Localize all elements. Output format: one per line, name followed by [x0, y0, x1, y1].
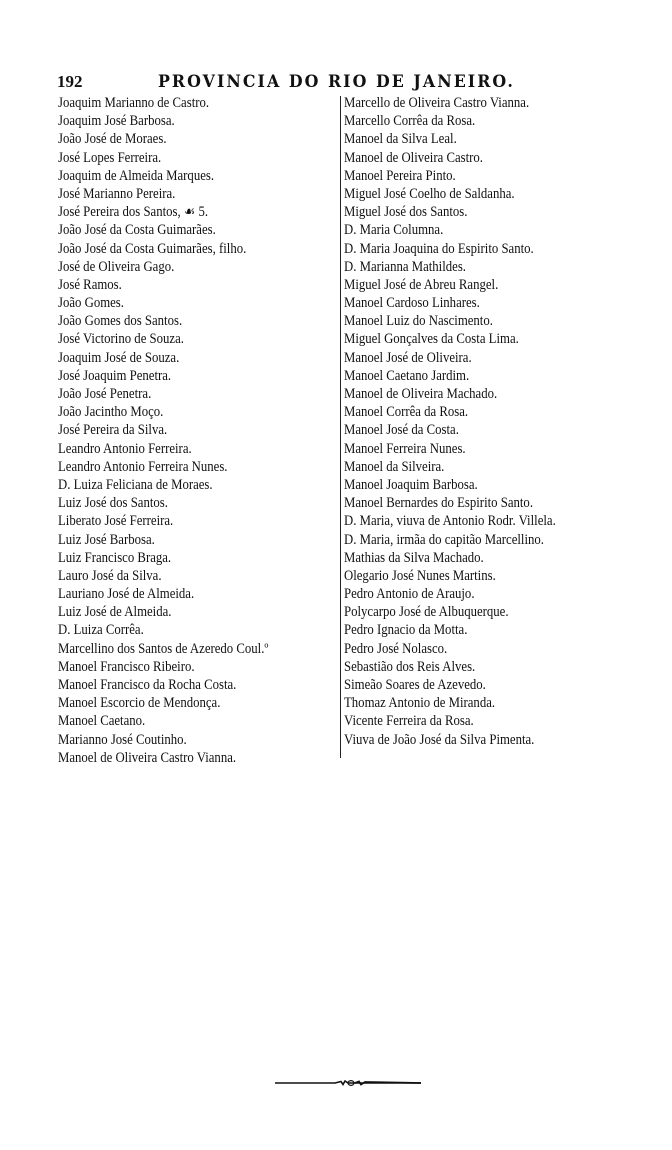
name-entry: Miguel José de Abreu Rangel.: [344, 276, 499, 293]
name-entry: José Lopes Ferreira.: [58, 149, 162, 166]
name-entry: Lauro José da Silva.: [58, 567, 162, 584]
name-entry: João José Penetra.: [58, 386, 152, 402]
name-entry: Manoel da Silveira.: [344, 458, 445, 475]
name-entry: Polycarpo José de Albuquerque.: [344, 604, 509, 621]
name-entry: Thomaz Antonio de Miranda.: [344, 695, 496, 712]
name-entry: Manoel José de Oliveira.: [344, 349, 472, 366]
name-entry: Manoel de Oliveira Castro Vianna.: [58, 749, 237, 766]
name-entry: Manoel da Silva Leal.: [344, 131, 457, 148]
name-entry: Olegario José Nunes Martins.: [344, 567, 496, 584]
name-entry: Manoel Corrêa da Rosa.: [344, 404, 469, 421]
name-entry: Leandro Antonio Ferreira Nunes.: [58, 458, 228, 475]
name-entry: Vicente Ferreira da Rosa.: [344, 713, 474, 730]
ornamental-rule: [275, 1079, 421, 1087]
name-entry: Joaquim de Almeida Marques.: [58, 167, 215, 184]
name-entry: Marcellino dos Santos de Azeredo Coul.º: [58, 640, 269, 657]
name-entry: Manoel de Oliveira Machado.: [344, 386, 498, 402]
name-entry: Luiz Francisco Braga.: [58, 549, 172, 566]
right-name-list: [344, 94, 672, 749]
name-entry: Manoel Ferreira Nunes.: [344, 440, 466, 457]
name-entry: Manoel Cardoso Linhares.: [344, 295, 480, 312]
name-entry: José Ramos.: [58, 276, 122, 293]
name-entry: João José de Moraes.: [58, 131, 167, 148]
name-entry: Manoel de Oliveira Castro.: [344, 149, 484, 166]
name-entry: Viuva de João José da Silva Pimenta.: [344, 731, 535, 748]
name-entry: Manoel Caetano Jardim.: [344, 367, 470, 384]
name-entry: D. Maria Joaquina do Espirito Santo.: [344, 240, 534, 257]
name-entry: Manoel Francisco da Rocha Costa.: [58, 677, 237, 693]
name-entry: Sebastião dos Reis Alves.: [344, 658, 476, 675]
name-entry: Marcello de Oliveira Castro Vianna.: [344, 95, 530, 111]
name-entry: Luiz José de Almeida.: [58, 604, 172, 621]
name-entry: José Victorino de Souza.: [58, 331, 184, 348]
name-entry: D. Maria Columna.: [344, 222, 444, 239]
name-entry: Lauriano José de Almeida.: [58, 586, 195, 603]
name-entry: João José da Costa Guimarães.: [58, 222, 216, 239]
name-entry: Manoel José da Costa.: [344, 422, 459, 439]
name-entry: Manoel Luiz do Nascimento.: [344, 313, 493, 330]
name-entry: Joaquim José de Souza.: [58, 349, 180, 366]
name-entry: Manoel Pereira Pinto.: [344, 167, 456, 184]
name-entry: Luiz José Barbosa.: [58, 531, 155, 548]
name-entry: Mathias da Silva Machado.: [344, 549, 484, 566]
left-name-list: [58, 94, 348, 767]
name-entry: Marcello Corrêa da Rosa.: [344, 113, 476, 130]
name-entry: D. Maria, viuva de Antonio Rodr. Villela.: [344, 513, 556, 530]
name-entry: Manoel Caetano.: [58, 713, 146, 730]
name-entry: D. Luiza Feliciana de Moraes.: [58, 476, 213, 493]
name-entry: João Jacintho Moço.: [58, 404, 164, 421]
name-entry: José Pereira da Silva.: [58, 422, 168, 439]
name-entry: João Gomes dos Santos.: [58, 313, 183, 330]
name-entry: José Joaquim Penetra.: [58, 367, 172, 384]
name-entry: Joaquim Marianno de Castro.: [58, 95, 210, 111]
name-entry: Pedro Antonio de Araujo.: [344, 586, 475, 603]
page-title: PROVINCIA DO RIO DE JANEIRO.: [158, 72, 515, 92]
name-entry: D. Marianna Mathildes.: [344, 258, 466, 275]
column-divider: [340, 96, 341, 758]
name-entry: Miguel Gonçalves da Costa Lima.: [344, 331, 519, 348]
name-entry: Simeão Soares de Azevedo.: [344, 677, 486, 693]
name-entry: José Pereira dos Santos, ☙ 5.: [58, 204, 209, 221]
name-entry: Marianno José Coutinho.: [58, 731, 187, 748]
page-number: 192: [57, 72, 83, 91]
name-entry: D. Luiza Corrêa.: [58, 622, 144, 639]
name-entry: D. Maria, irmãa do capitão Marcellino.: [344, 531, 544, 548]
name-entry: Manoel Francisco Ribeiro.: [58, 658, 195, 675]
name-entry: Pedro Ignacio da Motta.: [344, 622, 468, 639]
name-entry: Miguel José Coelho de Saldanha.: [344, 185, 515, 202]
name-entry: Manoel Escorcio de Mendonça.: [58, 695, 221, 712]
name-entry: Leandro Antonio Ferreira.: [58, 440, 192, 457]
name-entry: Manoel Joaquim Barbosa.: [344, 476, 478, 493]
name-entry: Joaquim José Barbosa.: [58, 113, 175, 130]
name-entry: Miguel José dos Santos.: [344, 204, 468, 221]
name-entry: José de Oliveira Gago.: [58, 258, 175, 275]
name-entry: João Gomes.: [58, 295, 124, 312]
name-entry: Pedro José Nolasco.: [344, 640, 448, 657]
name-entry: José Marianno Pereira.: [58, 185, 176, 202]
name-entry: João José da Costa Guimarães, filho.: [58, 240, 247, 257]
name-entry: Manoel Bernardes do Espirito Santo.: [344, 495, 534, 512]
name-entry: Luiz José dos Santos.: [58, 495, 168, 512]
name-entry: Liberato José Ferreira.: [58, 513, 174, 530]
